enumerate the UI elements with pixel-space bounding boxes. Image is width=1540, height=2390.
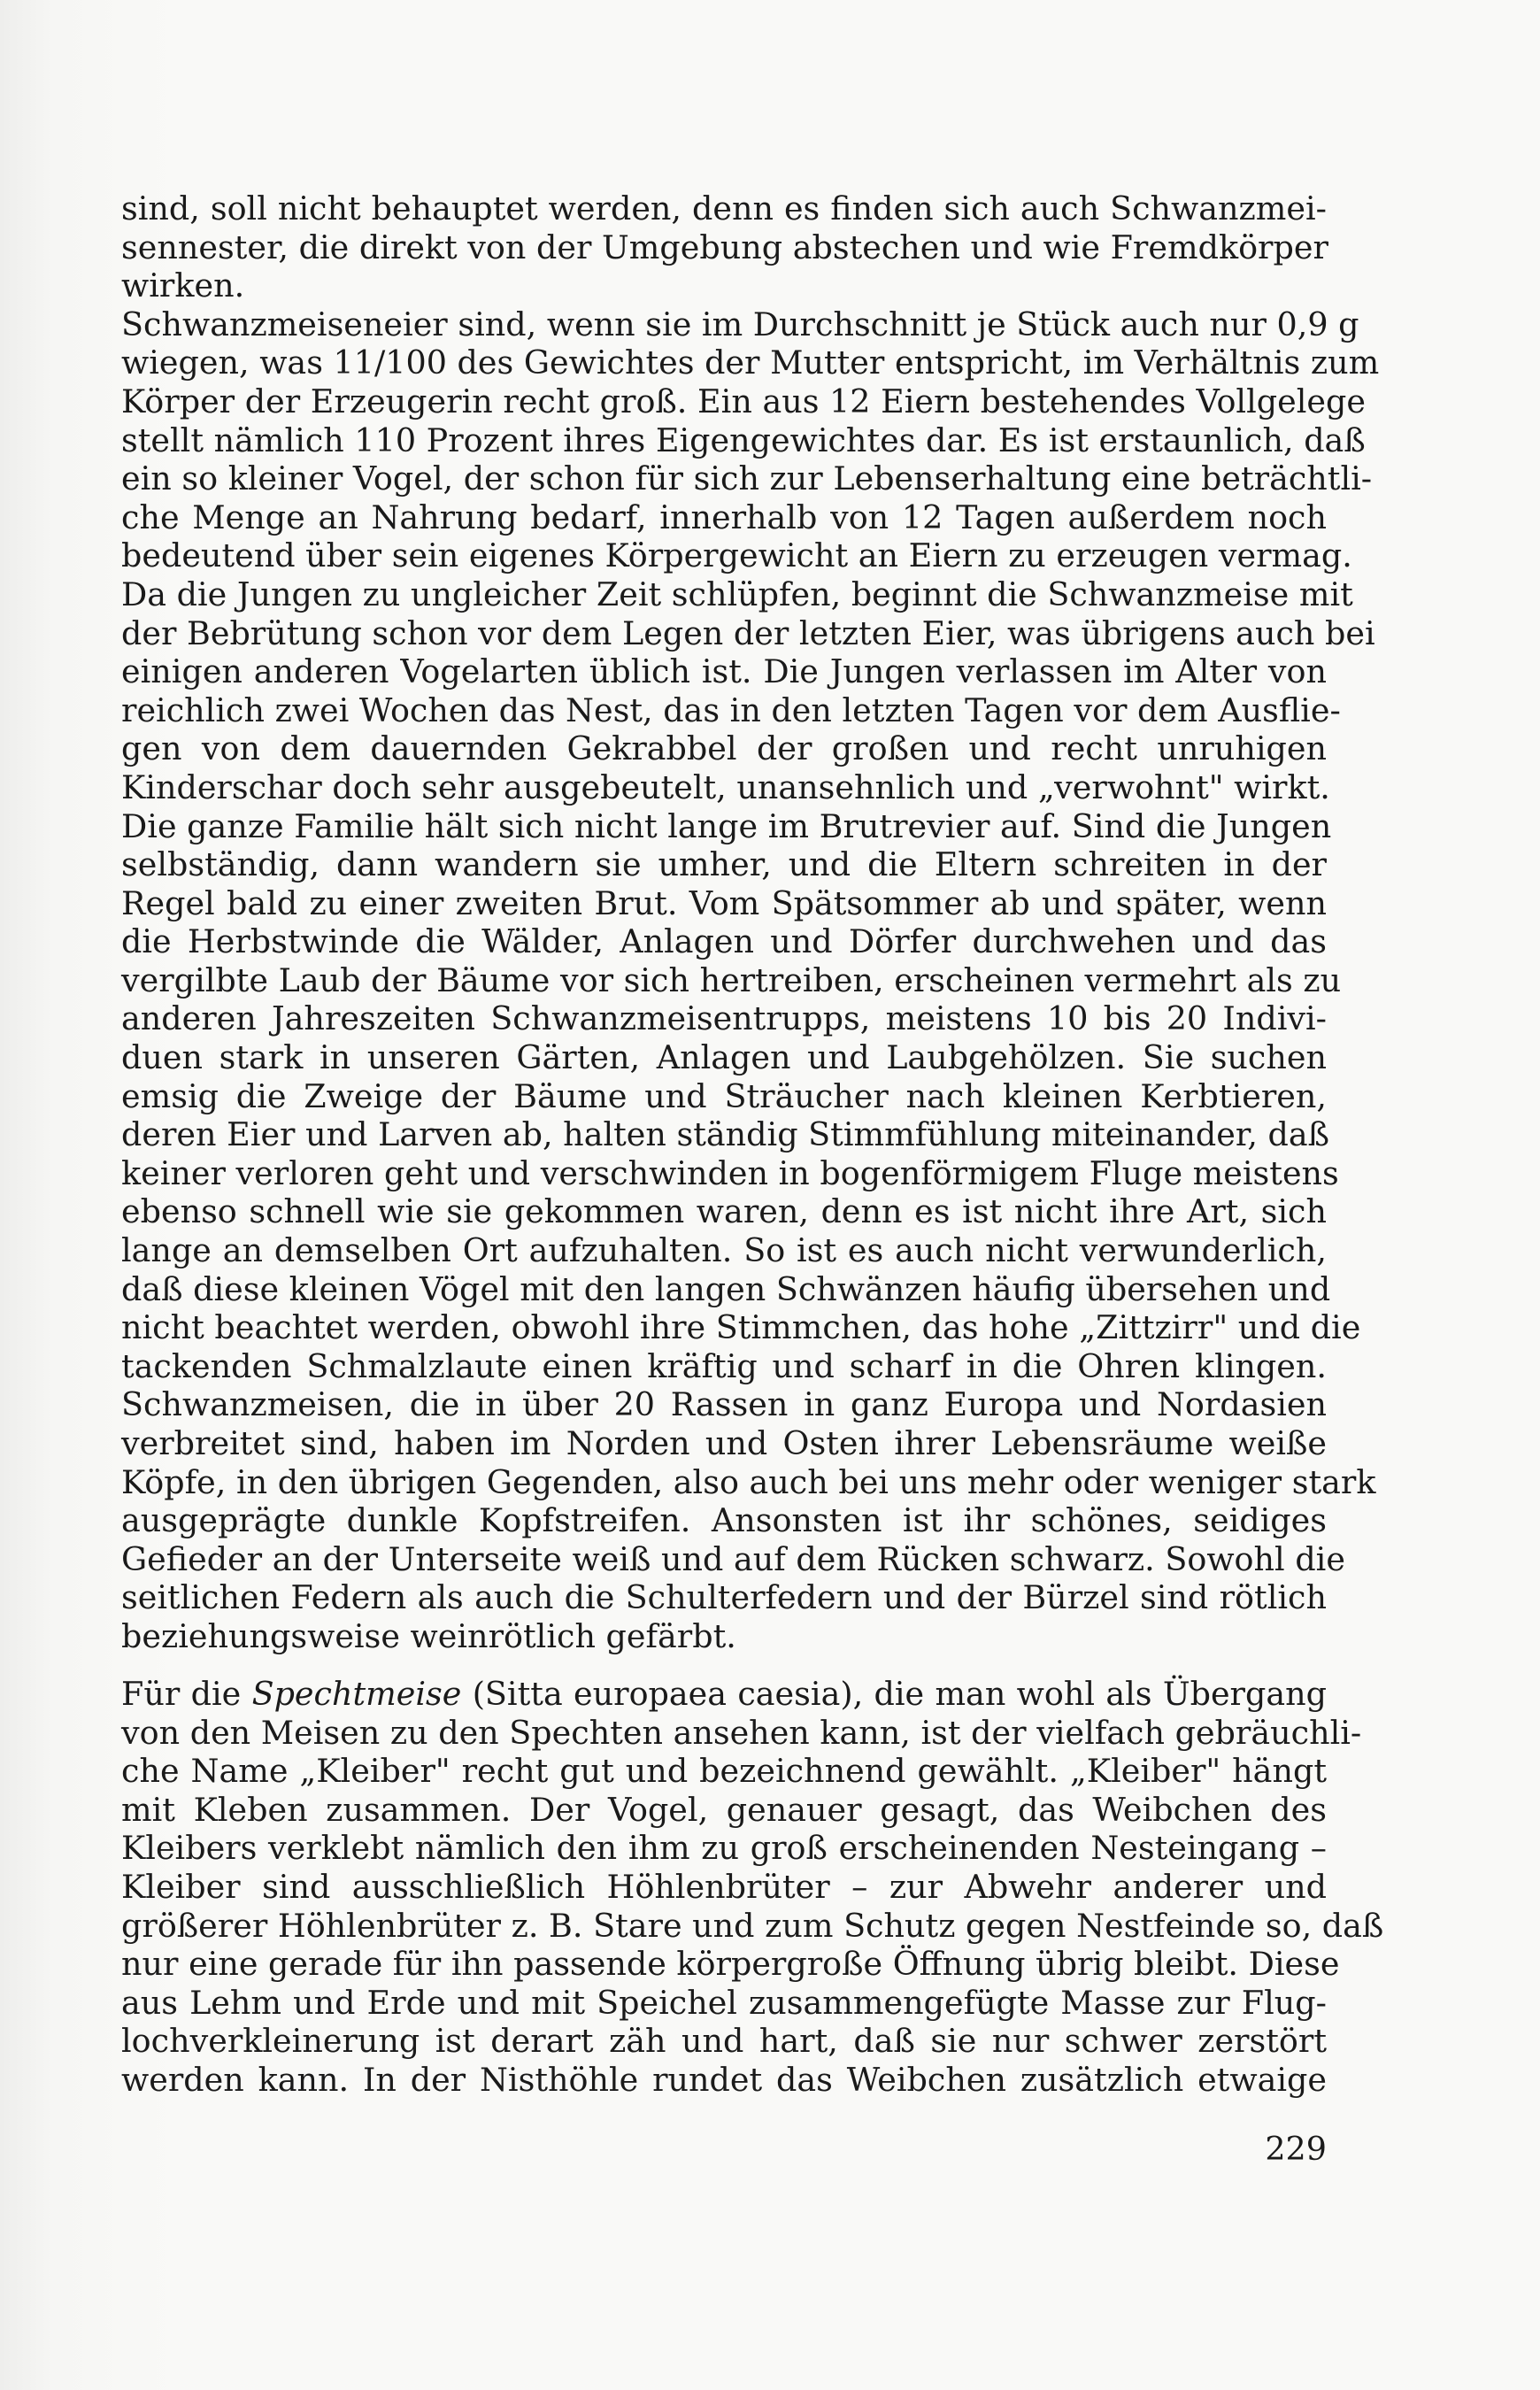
text-run: (Sitta europaea caesia), die man wohl als Übergang <box>461 1675 1328 1713</box>
text-line: der Bebrütung schon vor dem Legen der letzten Eier, was übrigens auch bei <box>121 613 1375 652</box>
text-line: einigen anderen Vogelarten üblich ist. Die Jungen verlassen im Alter von <box>121 652 1327 691</box>
page-number: 229 <box>1265 2130 1327 2168</box>
text-line: aus Lehm und Erde und mit Speichel zusammengefügte Masse zur Flug- <box>121 1983 1327 2022</box>
text-line: Kinderschar doch sehr ausgebeutelt, unansehnlich und „verwohnt" wirkt. <box>121 767 1330 806</box>
species-name-italic: Spechtmeise <box>251 1675 462 1713</box>
text-line: ein so kleiner Vogel, der schon für sich zur Lebenserhaltung eine beträchtli- <box>121 459 1373 498</box>
text-line: sind, soll nicht behauptet werden, denn es finden sich auch Schwanzmei- <box>121 189 1327 227</box>
text-line: che Name „Kleiber" recht gut und bezeichnend gewählt. „Kleiber" hängt <box>121 1752 1327 1791</box>
text-line: duen stark in unseren Gärten, Anlagen und Laubgehölzen. Sie suchen <box>121 1038 1327 1077</box>
text-line: lochverkleinerung ist derart zäh und hart, daß sie nur schwer zerstört <box>121 2022 1327 2061</box>
text-line: Regel bald zu einer zweiten Brut. Vom Spätsommer ab und später, wenn <box>121 883 1327 922</box>
text-line: größerer Höhlenbrüter z. B. Stare und zum Schutz gegen Nestfeinde so, daß <box>121 1906 1384 1945</box>
text-line: Kleiber sind ausschließlich Höhlenbrüter – zur Abwehr anderer und <box>121 1867 1327 1906</box>
text-line: anderen Jahreszeiten Schwanzmeisentrupps, meistens 10 bis 20 Indivi- <box>121 999 1327 1038</box>
text-line: keiner verloren geht und verschwinden in bogenförmigem Fluge meistens <box>121 1153 1339 1192</box>
text-line: gen von dem dauernden Gekrabbel der großen und recht unruhigen <box>121 729 1327 768</box>
text-line: emsig die Zweige der Bäume und Sträucher nach kleinen Kerbtieren, <box>121 1076 1327 1115</box>
text-line: Kleibers verklebt nämlich den ihm zu groß erscheinenden Nesteingang – <box>121 1829 1327 1868</box>
text-line: verbreitet sind, haben im Norden und Osten ihrer Lebensräume weiße <box>121 1424 1327 1462</box>
text-line: daß diese kleinen Vögel mit den langen Schwänzen häufig übersehen und <box>121 1269 1331 1308</box>
text-line: die Herbstwinde die Wälder, Anlagen und Dörfer durchwehen und das <box>121 922 1327 961</box>
text-line: reichlich zwei Wochen das Nest, das in den letzten Tagen vor dem Ausflie- <box>121 690 1341 729</box>
text-line: vergilbte Laub der Bäume vor sich hertreiben, erscheinen vermehrt als zu <box>121 960 1342 999</box>
text-line: ausgeprägte dunkle Kopfstreifen. Ansonsten ist ihr schönes, seidiges <box>121 1501 1327 1540</box>
text-line: nur eine gerade für ihn passende körpergroße Öffnung übrig bleibt. Diese <box>121 1945 1340 1984</box>
text-line: tackenden Schmalzlaute einen kräftig und scharf in die Ohren klingen. <box>121 1346 1327 1385</box>
text-line: bedeutend über sein eigenes Körpergewicht an Eiern zu erzeugen vermag. <box>121 536 1352 575</box>
text-line: beziehungsweise weinrötlich gefärbt. <box>121 1616 736 1655</box>
text-line: sennester, die direkt von der Umgebung abstechen und wie Fremdkörper <box>121 227 1328 266</box>
text-line: seitlichen Federn als auch die Schulterfedern und der Bürzel sind rötlich <box>121 1578 1327 1617</box>
text-line: mit Kleben zusammen. Der Vogel, genauer gesagt, das Weibchen des <box>121 1790 1327 1829</box>
text-line: Da die Jungen zu ungleicher Zeit schlüpfen, beginnt die Schwanzmeise mit <box>121 574 1353 613</box>
text-line: ebenso schnell wie sie gekommen waren, denn es ist nicht ihre Art, sich <box>121 1192 1327 1231</box>
text-line: stellt nämlich 110 Prozent ihres Eigengewichtes dar. Es ist erstaunlich, daß <box>121 420 1366 459</box>
text-line: Gefieder an der Unterseite weiß und auf dem Rücken schwarz. Sowohl die <box>121 1539 1345 1578</box>
text-line: Schwanzmeisen, die in über 20 Rassen in ganz Europa und Nordasien <box>121 1385 1327 1424</box>
text-line: che Menge an Nahrung bedarf, innerhalb von 12 Tagen außerdem noch <box>121 497 1327 536</box>
paragraph-spechtmeise <box>121 1675 1384 2100</box>
text-line: nicht beachtet werden, obwohl ihre Stimmchen, das hohe „Zittzirr" und die <box>121 1308 1361 1347</box>
text-line: von den Meisen zu den Spechten ansehen kann, ist der vielfach gebräuchli- <box>121 1713 1362 1752</box>
text-line <box>121 1675 1327 1714</box>
text-line: Schwanzmeiseneier sind, wenn sie im Durchschnitt je Stück auch nur 0,9 g <box>121 305 1359 343</box>
text-line: Die ganze Familie hält sich nicht lange im Brutrevier auf. Sind die Jungen <box>121 806 1332 845</box>
text-line: werden kann. In der Nisthöhle rundet das Weibchen zusätzlich etwaige <box>121 2060 1327 2099</box>
text-line: Körper der Erzeugerin recht groß. Ein aus 12 Eiern bestehendes Vollgelege <box>121 382 1366 420</box>
text-line: deren Eier und Larven ab, halten ständig Stimmfühlung miteinander, daß <box>121 1115 1330 1154</box>
text-line: wirken. <box>121 266 245 305</box>
text-line: lange an demselben Ort aufzuhalten. So ist es auch nicht verwunderlich, <box>121 1231 1327 1270</box>
text-line: wiegen, was 11/100 des Gewichtes der Mutter entspricht, im Verhältnis zum <box>121 343 1380 382</box>
text-line: selbständig, dann wandern sie umher, und die Eltern schreiten in der <box>121 845 1327 884</box>
paragraph-schwanzmeise <box>121 189 1380 1656</box>
text-line: Köpfe, in den übrigen Gegenden, also auch bei uns mehr oder weniger stark <box>121 1462 1376 1501</box>
text-run: Für die <box>121 1675 252 1713</box>
